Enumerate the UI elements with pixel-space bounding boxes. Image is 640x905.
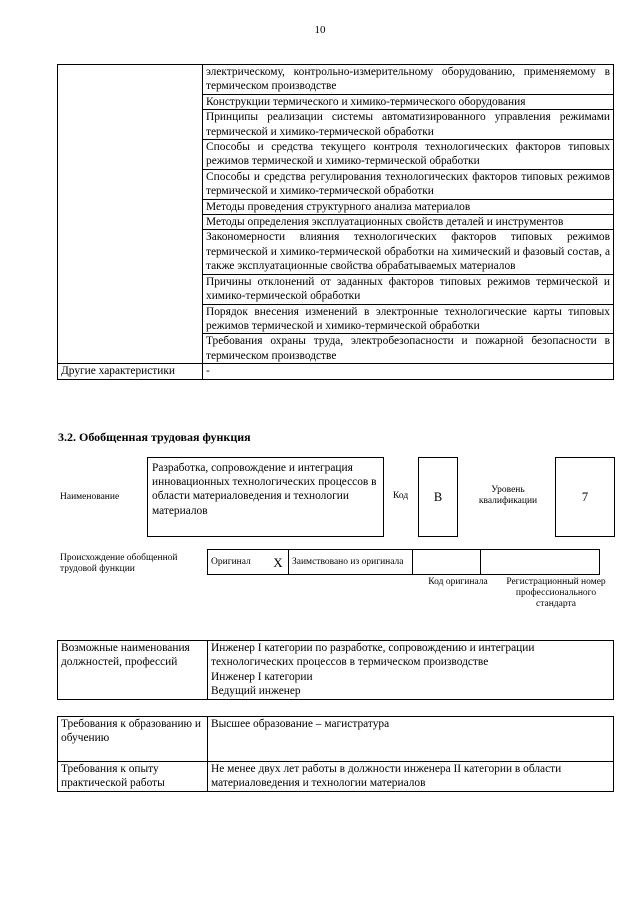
knowledge-item: Закономерности влияния технологических факторов типовых режимов термической и химико-термической обработки на химический и фазовый состав, а также эксплуатационные свойства обрабатываемых материалов — [203, 230, 614, 274]
experience-value: Не менее двух лет работы в должности инженера II категории в области материаловедения и технологии материалов — [208, 762, 614, 792]
table-row — [58, 65, 614, 95]
professions-label: Возможные наименования должностей, профессий — [58, 641, 208, 700]
origin-table — [207, 549, 600, 575]
table-row — [58, 641, 614, 700]
section-title: 3.2. Обобщенная трудовая функция — [58, 430, 251, 444]
knowledge-item: Причины отклонений от заданных факторов типовых режимов термической и химико-термической обработки — [203, 274, 614, 304]
borrowed-cell: Заимствовано из оригинала — [289, 550, 413, 575]
requirements-table — [57, 716, 614, 792]
origin-label: Происхождение обобщенной трудовой функции — [60, 553, 178, 574]
original-code-caption: Код оригинала — [428, 577, 488, 587]
education-label: Требования к образованию и обучению — [58, 717, 208, 762]
professions-table — [57, 640, 614, 700]
original-code-cell — [413, 550, 481, 575]
knowledge-item: Принципы реализации системы автоматизированного управления режимами термической и химико-термической обработки — [203, 110, 614, 140]
knowledge-item: Методы определения эксплуатационных свойств деталей и инструментов — [203, 215, 614, 230]
knowledge-label-cell — [58, 65, 203, 364]
registration-caption: Регистрационный номер профессионального стандарта — [506, 577, 606, 609]
knowledge-item: электрическому, контрольно-измерительному оборудованию, применяемому в термическом производстве — [203, 65, 614, 95]
table-row — [58, 762, 614, 792]
registration-number-cell — [481, 550, 600, 575]
code-label: Код — [393, 491, 409, 501]
knowledge-item: Способы и средства текущего контроля технологических факторов типовых режимов термической и химико-термической обработки — [203, 140, 614, 170]
education-value: Высшее образование – магистратура — [208, 717, 614, 762]
table-row — [208, 550, 600, 575]
profession-item: Ведущий инженер — [211, 685, 301, 698]
other-characteristics-value: - — [203, 364, 614, 379]
knowledge-table — [57, 64, 614, 380]
original-mark: X — [268, 550, 289, 575]
table-row — [58, 717, 614, 762]
knowledge-item: Требования охраны труда, электробезопасности и пожарной безопасности в термическом производстве — [203, 334, 614, 364]
level-box: 7 — [555, 457, 615, 537]
level-label: Уровень квалификации — [478, 485, 538, 506]
function-name-box: Разработка, сопровождение и интеграция инновационных технологических процессов в области материаловедения и технологии материалов — [147, 457, 384, 537]
table-row — [58, 364, 614, 379]
knowledge-item: Порядок внесения изменений в электронные технологические карты типовых режимов термической и химико-термической обработки — [203, 304, 614, 334]
professions-values — [208, 641, 614, 700]
profession-item: Инженер I категории по разработке, сопровождению и интеграции технологических процессов в термическом производстве — [211, 642, 535, 669]
name-label: Наименование — [60, 492, 120, 502]
knowledge-item: Методы проведения структурного анализа материалов — [203, 199, 614, 214]
knowledge-item: Конструкции термического и химико-термического оборудования — [203, 94, 614, 109]
code-box: B — [418, 457, 458, 537]
original-cell: Оригинал — [208, 550, 269, 575]
page-number: 10 — [314, 24, 326, 36]
knowledge-item: Способы и средства регулирования технологических факторов типовых режимов термической и химико-термической обработки — [203, 169, 614, 199]
profession-item: Инженер I категории — [211, 670, 313, 683]
other-characteristics-label: Другие характеристики — [58, 364, 203, 379]
experience-label: Требования к опыту практической работы — [58, 762, 208, 792]
